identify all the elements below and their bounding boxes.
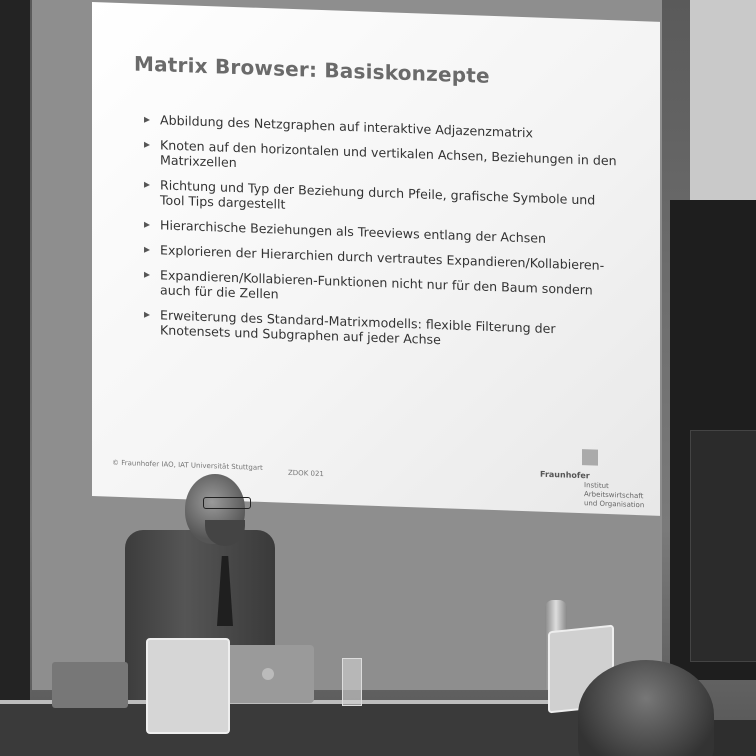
laptop-left xyxy=(52,662,128,708)
right-wall-light-panel xyxy=(690,0,756,210)
slide-title: Matrix Browser: Basiskonzepte xyxy=(134,51,490,88)
slide-footer-code: ZDOK 021 xyxy=(288,468,324,479)
bullet-item: ▸ Knoten auf den horizontalen und vertikalen Achsen, Beziehungen in den Matrixzellen xyxy=(144,137,622,184)
fraunhofer-logo-icon xyxy=(582,449,598,466)
bullet-item: ▸ Erweiterung des Standard-Matrixmodells: flexible Filterung der Knotensets und Subgraphen auf jeder Achse xyxy=(144,307,622,354)
apple-logo-icon xyxy=(262,668,274,680)
bullet-item: ▸ Richtung und Typ der Beziehung durch Pfeile, grafische Symbole und Tool Tips dargestellt xyxy=(144,177,622,224)
logo-institute: Institut Arbeitswirtschaft und Organisation xyxy=(584,481,645,510)
bullet-item: ▸ Expandieren/Kollabieren-Funktionen nicht nur für den Baum sondern auch für die Zellen xyxy=(144,267,622,314)
speaker-left xyxy=(146,638,230,734)
presenter-glasses xyxy=(203,497,251,509)
left-wall-panel xyxy=(0,0,30,700)
slide-footer-copyright: © Fraunhofer IAO, IAT Universität Stuttgart xyxy=(112,458,263,472)
bullet-item: ▸ Explorieren der Hierarchien durch vertrautes Expandieren/Kollabieren- xyxy=(144,242,622,274)
bullet-item: ▸ Abbildung des Netzgraphen auf interaktive Adjazenzmatrix xyxy=(144,112,622,144)
lecture-desk xyxy=(0,700,600,756)
projected-slide xyxy=(92,2,660,516)
water-glass xyxy=(342,658,362,706)
slide-bullet-list xyxy=(144,112,622,364)
right-chalkboard xyxy=(690,430,756,662)
logo-name: Fraunhofer xyxy=(540,469,590,481)
bullet-item: ▸ Hierarchische Beziehungen als Treeviews entlang der Achsen xyxy=(144,217,622,249)
